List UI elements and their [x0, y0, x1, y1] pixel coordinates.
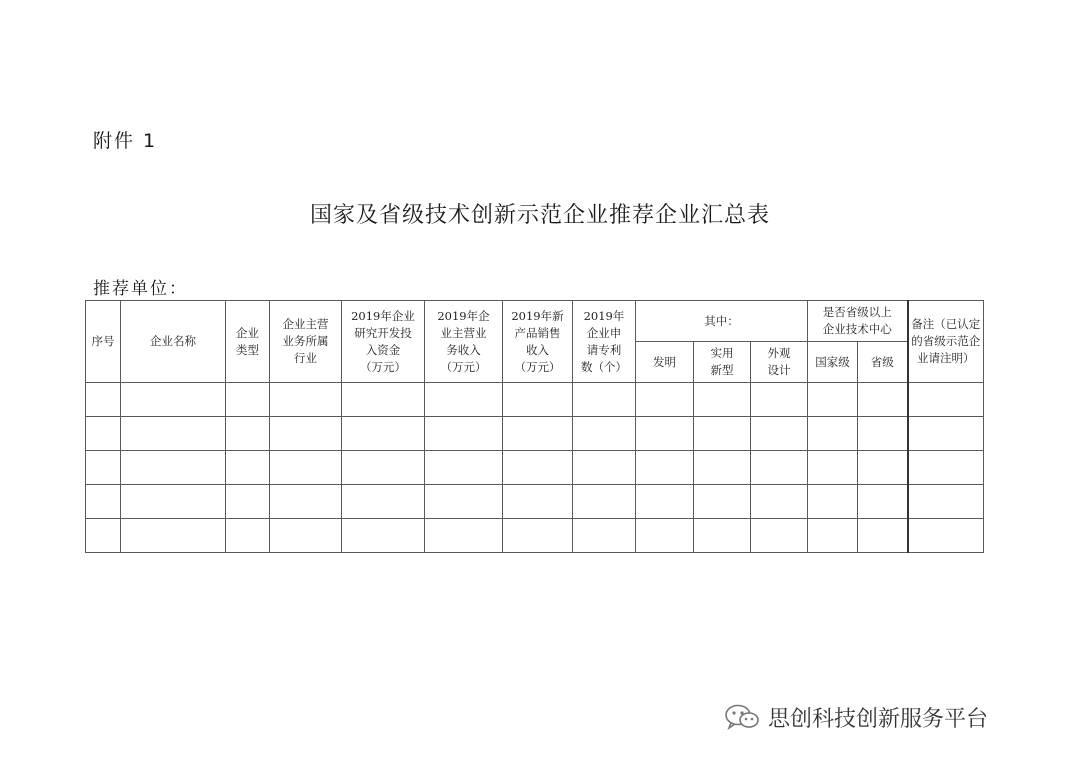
table-cell [908, 519, 984, 553]
table-cell [342, 383, 425, 417]
table-cell [86, 417, 121, 451]
header-new-product-sales: 2019年新 产品销售 收入 （万元） [503, 301, 573, 383]
table-cell [636, 451, 694, 485]
table-cell [121, 383, 226, 417]
table-cell [858, 519, 908, 553]
recommending-unit-label: 推荐单位： [93, 279, 188, 299]
table-cell [694, 485, 751, 519]
table-cell [751, 485, 808, 519]
table-cell [425, 417, 503, 451]
table-cell [503, 383, 573, 417]
table-cell [694, 417, 751, 451]
header-provincial: 省级 [858, 342, 908, 383]
header-rd-investment: 2019年企业 研究开发投 入资金 （万元） [342, 301, 425, 383]
table-cell [342, 519, 425, 553]
header-utility-model: 实用 新型 [694, 342, 751, 383]
header-industry: 企业主营 业务所属 行业 [270, 301, 342, 383]
table-cell [808, 451, 858, 485]
table-cell [226, 383, 270, 417]
annex-label: 附件 1 [93, 130, 158, 152]
header-tech-center: 是否省级以上 企业技术中心 [808, 301, 908, 342]
table-cell [503, 451, 573, 485]
table-cell [270, 519, 342, 553]
header-patent-count: 2019年 企业申 请专利 数（个） [573, 301, 636, 383]
table-cell [86, 485, 121, 519]
table-cell [694, 451, 751, 485]
table-row [86, 383, 984, 417]
table-cell [751, 519, 808, 553]
table-cell [425, 383, 503, 417]
header-design: 外观 设计 [751, 342, 808, 383]
wechat-icon [724, 703, 760, 731]
table-cell [751, 383, 808, 417]
header-company-name: 企业名称 [121, 301, 226, 383]
table-row [86, 417, 984, 451]
table-cell [908, 417, 984, 451]
header-invention: 发明 [636, 342, 694, 383]
header-seq: 序号 [86, 301, 121, 383]
table-cell [503, 485, 573, 519]
header-main-revenue: 2019年企 业主营业 务收入 （万元） [425, 301, 503, 383]
table-cell [858, 485, 908, 519]
table-cell [425, 519, 503, 553]
table-cell [636, 485, 694, 519]
table-cell [751, 451, 808, 485]
table-cell [86, 519, 121, 553]
table-cell [86, 383, 121, 417]
table-row [86, 451, 984, 485]
table-cell [908, 383, 984, 417]
table-cell [858, 383, 908, 417]
table-cell [270, 485, 342, 519]
table-cell [808, 417, 858, 451]
table-cell [270, 417, 342, 451]
header-company-type: 企业 类型 [226, 301, 270, 383]
table-cell [573, 485, 636, 519]
table-cell [121, 519, 226, 553]
table-cell [808, 485, 858, 519]
page-title: 国家及省级技术创新示范企业推荐企业汇总表 [309, 203, 770, 228]
table-cell [808, 519, 858, 553]
table-cell [425, 485, 503, 519]
table-cell [342, 417, 425, 451]
table-cell [121, 485, 226, 519]
table-cell [573, 417, 636, 451]
table-cell [226, 417, 270, 451]
header-row [86, 301, 984, 342]
table-cell [270, 451, 342, 485]
table-cell [121, 451, 226, 485]
table-cell [86, 451, 121, 485]
table-cell [425, 451, 503, 485]
table-cell [226, 519, 270, 553]
table-cell [908, 451, 984, 485]
table-cell [342, 485, 425, 519]
table-row [86, 519, 984, 553]
table-cell [573, 451, 636, 485]
table-cell [270, 383, 342, 417]
summary-table [85, 300, 984, 553]
watermark [724, 700, 988, 734]
table-cell [503, 417, 573, 451]
table-cell [226, 451, 270, 485]
table-cell [121, 417, 226, 451]
header-among: 其中： [636, 301, 808, 342]
table-cell [636, 417, 694, 451]
table-cell [751, 417, 808, 451]
header-remarks: 备注（已认定 的省级示范企 业请注明） [908, 301, 984, 383]
table-row [86, 485, 984, 519]
table-cell [636, 383, 694, 417]
table-cell [636, 519, 694, 553]
table-cell [226, 485, 270, 519]
table-cell [858, 417, 908, 451]
table-cell [573, 519, 636, 553]
table-cell [808, 383, 858, 417]
table-cell [503, 519, 573, 553]
table-cell [694, 519, 751, 553]
table-cell [694, 383, 751, 417]
table-cell [858, 451, 908, 485]
table-cell [342, 451, 425, 485]
table-cell [908, 485, 984, 519]
watermark-text: 思创科技创新服务平台 [768, 706, 989, 732]
table-cell [573, 383, 636, 417]
header-national: 国家级 [808, 342, 858, 383]
